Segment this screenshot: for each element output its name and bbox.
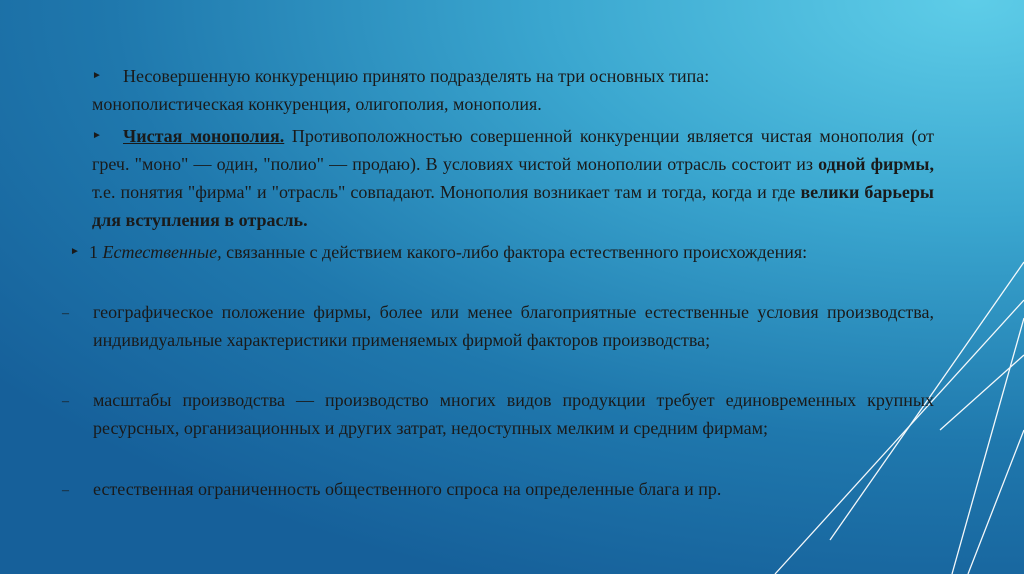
arrow-bullet-icon: ►: [70, 246, 80, 257]
list-item: масштабы производства — производство многих видов продукции требует единовременных крупных ресурсных, организационных и других затрат, недоступных мелким и средним фирмам;: [93, 390, 934, 438]
paragraph-2-title: Чистая монополия.: [123, 126, 285, 146]
list-item: географическое положение фирмы, более или менее благоприятные естественные условия производства, индивидуальные характеристики применяемых фирмой факторов производства;: [93, 302, 934, 350]
paragraph-2-text-1: Противоположностью совершенной конкуренции является чистая монополия (от греч. "моно" — один, "полио" — продаю). В условиях чистой монополии отрасль состоит из: [92, 126, 934, 174]
paragraph-2-bold-1: одной фирмы,: [818, 154, 934, 174]
paragraph-2-bold-2: велики барьеры для вступления в отрасль.: [92, 182, 934, 230]
paragraph-3: [89, 238, 934, 266]
paragraph-3-number: 1: [89, 242, 98, 262]
paragraph-3-italic: Естественные,: [102, 242, 222, 262]
arrow-bullet-icon: ►: [92, 130, 102, 141]
paragraph-1-line-2: монополистическая конкуренция, олигополия, монополия.: [92, 94, 542, 114]
paragraph-1-line-1: Несовершенную конкуренцию принято подразделять на три основных типа:: [123, 66, 710, 86]
arrow-bullet-icon: ►: [92, 70, 102, 81]
dash-bullet-icon: –: [62, 306, 69, 321]
paragraph-2: [92, 122, 934, 234]
paragraph-3-text: связанные с действием какого-либо фактора естественного происхождения:: [221, 242, 808, 262]
list-item: естественная ограниченность общественного спроса на определенные блага и пр.: [93, 479, 722, 499]
dash-bullet-icon: –: [62, 394, 69, 409]
dash-bullet-icon: –: [62, 483, 69, 498]
paragraph-2-text-2: т.е. понятия "фирма" и "отрасль" совпадают. Монополия возникает там и тогда, когда и где: [92, 182, 801, 202]
